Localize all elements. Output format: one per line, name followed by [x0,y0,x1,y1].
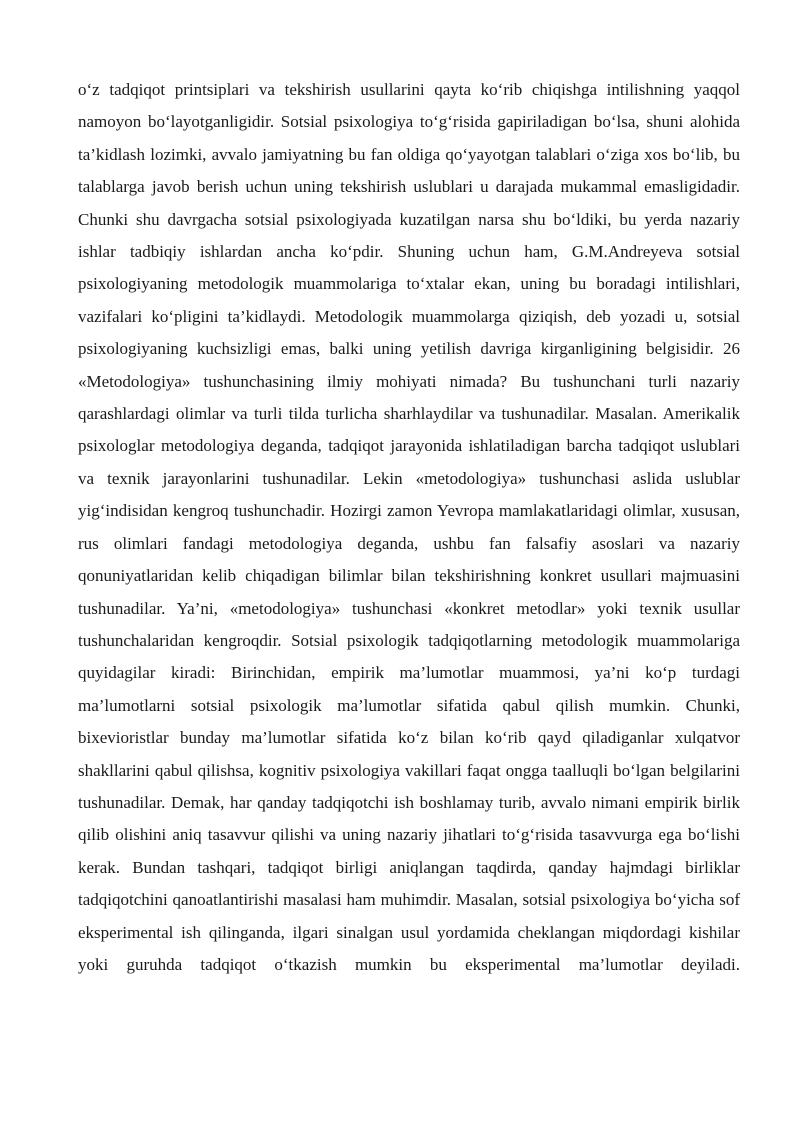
body-paragraph: o‘z tadqiqot printsiplari va tekshirish usullarini qayta ko‘rib chiqishga intilishning yaqqol namoyon bo‘layotganligidir. Sotsial psixologiya to‘g‘risida gapiriladigan bo‘lsa, shuni alohida ta’kidlash lozimki, avvalo jamiyatning bu fan oldiga qo‘yayotgan talablari o‘ziga xos bo‘lib, bu talablarga javob berish uchun uning tekshirish uslublari u darajada mukammal emasligidadir. Chunki shu davrgacha sotsial psixologiyada kuzatilgan narsa shu bo‘ldiki, bu yerda nazariy ishlar tadbiqiy ishlardan ancha ko‘pdir. Shuning uchun ham, G.M.Andreyeva sotsial psixologiyaning metodologik muammolariga to‘xtalar ekan, uning bu boradagi intilishlari, vazifalari ko‘pligini ta’kidlaydi. Metodologik muammolarga qiziqish, deb yozadi u, sotsial psixologiyaning kuchsizligi emas, balki uning yetilish davriga kirganligining belgisidir. 26 «Metodologiya» tushunchasining ilmiy mohiyati nimada? Bu tushunchani turli nazariy qarashlardagi olimlar va turli tilda turlicha sharhlaydilar va tushunadilar. Masalan. Amerikalik psixologlar metodologiya deganda, tadqiqot jarayonida ishlatiladigan barcha tadqiqot uslublari va texnik jarayonlarini tushunadilar. Lekin «metodologiya» tushunchasi aslida uslublar yig‘indisidan kengroq tushunchadir. Hozirgi zamon Yevropa mamlakatlaridagi olimlar, xususan, rus olimlari fandagi metodologiya deganda, ushbu fan falsafiy asoslari va nazariy qonuniyatlaridan kelib chiqadigan bilimlar bilan tekshirishning konkret usullari majmuasini tushunadilar. Ya’ni, «metodologiya» tushunchasi «konkret metodlar» yoki texnik usullar tushunchalaridan kengroqdir. Sotsial psixologik tadqiqotlarning metodologik muammolariga quyidagilar kiradi: Birinchidan, empirik ma’lumotlar muammosi, ya’ni ko‘p turdagi ma’lumotlarni sotsial psixologik ma’lumotlar sifatida qabul qilish mumkin. Chunki, bixevioristlar bunday ma’lumotlar sifatida ko‘z bilan ko‘rib qayd qiladiganlar xulqatvor shakllarini qabul qilishsa, kognitiv psixologiya vakillari faqat ongga taalluqli bo‘lgan belgilarini tushunadilar. Demak, har qanday tadqiqotchi ish boshlamay turib, avvalo nimani empirik birlik qilib olishini aniq tasavvur qilishi va uning nazariy jihatlari to‘g‘risida tasavvurga ega bo‘lishi kerak. Bundan tashqari, tadqiqot birligi aniqlangan taqdirda, qanday hajmdagi birliklar tadqiqotchini qanoatlantirishi masalasi ham muhimdir. Masalan, sotsial psixologiya bo‘yicha sof eksperimental ish qilinganda, ilgari sinalgan usul yordamida cheklangan miqdordagi kishilar yoki guruhda tadqiqot o‘tkazish mumkin bu eksperimental ma’lumotlar deyiladi. [78,80,740,974]
document-page [78,74,740,981]
